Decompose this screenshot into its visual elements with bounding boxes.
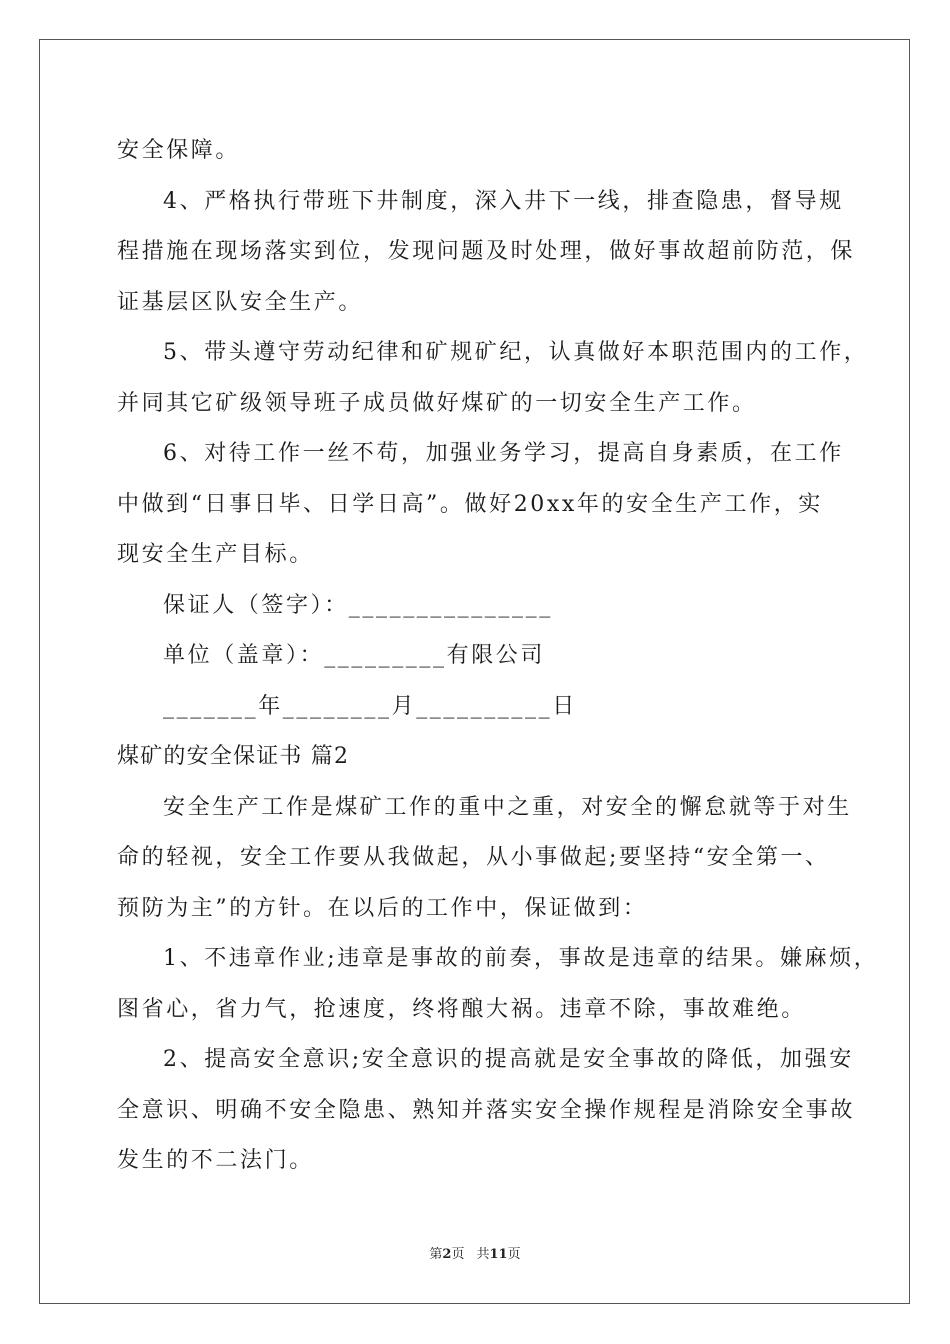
paragraph-line: 证基层区队安全生产。	[117, 289, 364, 315]
paragraph-line: 1、不违章作业;违章是事故的前奏，事故是违章的结果。嫌麻烦，	[163, 946, 879, 971]
paragraph-line: 安全保障。	[117, 138, 241, 163]
page-footer	[0, 1247, 950, 1263]
total-unit: 页	[507, 1247, 521, 1262]
section-heading: 煤矿的安全保证书 篇2	[117, 744, 350, 769]
paragraph-line: 5、带头遵守劳动纪律和矿规矿纪，认真做好本职范围内的工作，	[163, 340, 869, 365]
paragraph-line: 现安全生产目标。	[117, 542, 314, 567]
date-line: _______年________月__________日	[163, 693, 577, 719]
company-seal-line: 单位（盖章）：_________有限公司	[163, 643, 546, 668]
paragraph-line: 安全生产工作是煤矿工作的重中之重，对安全的懈怠就等于对生	[163, 794, 852, 820]
current-page-number: 2	[442, 1247, 452, 1262]
document-body	[117, 126, 879, 1187]
paragraph-line: 全意识、明确不安全隐患、熟知并落实安全操作规程是消除安全事故	[117, 1097, 856, 1123]
paragraph-line: 中做到“日事日毕、日学日高”。做好20xx年的安全生产工作，实	[117, 491, 823, 517]
paragraph-line: 预防为主”的方针。在以后的工作中，保证做到：	[117, 895, 648, 921]
page-unit: 页	[451, 1247, 465, 1262]
paragraph-line: 2、提高安全意识;安全意识的提高就是安全事故的降低，加强安	[163, 1047, 854, 1072]
total-page-count: 11	[489, 1247, 508, 1262]
signature-line: 保证人（签字）：_______________	[163, 592, 553, 618]
paragraph-line: 4、严格执行带班下井制度，深入井下一线，排查隐患，督导规	[163, 188, 844, 214]
paragraph-line: 图省心，省力气，抢速度，终将酿大祸。违章不除，事故难绝。	[117, 996, 806, 1022]
paragraph-line: 程措施在现场落实到位，发现问题及时处理，做好事故超前防范，保	[117, 239, 856, 264]
paragraph-line: 6、对待工作一丝不苟，加强业务学习，提高自身素质，在工作	[163, 441, 844, 466]
paragraph-line: 并同其它矿级领导班子成员做好煤矿的一切安全生产工作。	[117, 390, 757, 416]
paragraph-line: 命的轻视，安全工作要从我做起，从小事做起;要坚持“安全第一、	[117, 845, 830, 870]
page-prefix: 第	[429, 1247, 443, 1262]
total-prefix: 共	[476, 1247, 490, 1262]
paragraph-line: 发生的不二法门。	[117, 1148, 314, 1173]
